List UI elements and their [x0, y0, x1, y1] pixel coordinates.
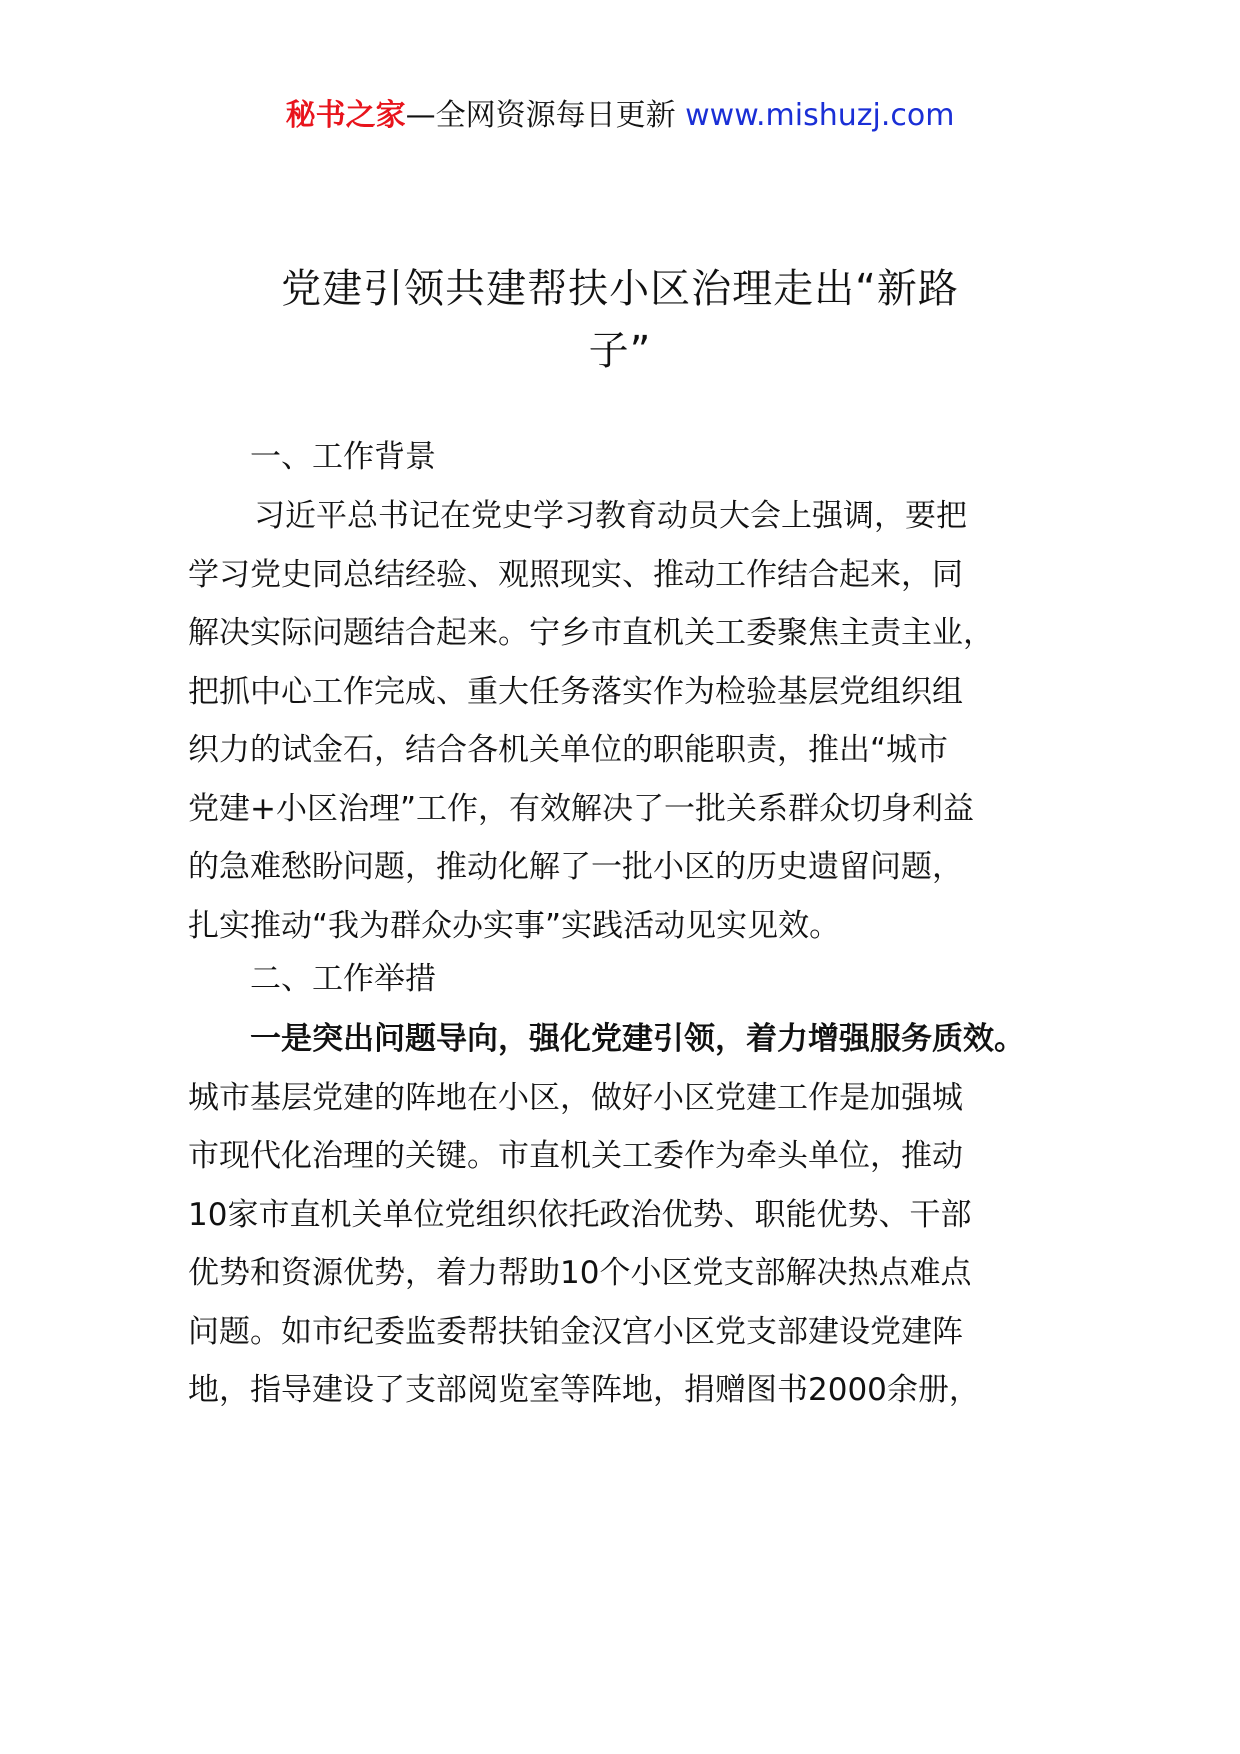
measure-lead-sentence: 一是突出问题导向，强化党建引领，着力增强服务质效。 — [250, 1021, 1025, 1057]
site-url-link[interactable]: www.mishuzj.com — [685, 98, 955, 133]
body-line: 的急难愁盼问题，推动化解了一批小区的历史遗留问题， — [188, 849, 963, 885]
body-line: 学习党史同总结经验、观照现实、推动工作结合起来，同 — [188, 556, 963, 593]
section-measures-body — [188, 1010, 1068, 1420]
site-header — [0, 96, 1240, 136]
section-heading-measures: 二、工作举措 — [250, 961, 436, 997]
title-line-1: 党建引领共建帮扶小区治理走出“新路 — [281, 266, 959, 312]
body-line: 10家市直机关单位党组织依托政治优势、职能优势、干部 — [188, 1196, 972, 1233]
title-line-2: 子” — [588, 328, 652, 374]
body-line: 党建+小区治理”工作，有效解决了一批关系群众切身利益 — [188, 790, 975, 827]
header-slogan: —全网资源每日更新 — [405, 98, 676, 133]
body-line: 优势和资源优势，着力帮助10个小区党支部解决热点难点 — [188, 1255, 972, 1291]
brand-name: 秘书之家 — [285, 98, 406, 133]
body-line: 把抓中心工作完成、重大任务落实作为检验基层党组织组 — [188, 673, 963, 710]
body-line: 解决实际问题结合起来。宁乡市直机关工委聚焦主责主业， — [188, 615, 994, 651]
section-background-body — [188, 487, 1068, 955]
body-line: 市现代化治理的关键。市直机关工委作为牵头单位，推动 — [188, 1138, 963, 1174]
body-line: 织力的试金石，结合各机关单位的职能职责，推出“城市 — [188, 732, 949, 768]
section-heading-background: 一、工作背景 — [250, 439, 436, 475]
body-line: 问题。如市纪委监委帮扶铂金汉宫小区党支部建设党建阵 — [188, 1313, 963, 1350]
body-line: 习近平总书记在党史学习教育动员大会上强调，要把 — [254, 498, 967, 534]
body-line: 地，指导建设了支部阅览室等阵地，捐赠图书2000余册， — [188, 1372, 980, 1408]
body-line: 城市基层党建的阵地在小区，做好小区党建工作是加强城 — [188, 1079, 963, 1116]
document-title — [200, 258, 1040, 382]
body-line: 扎实推动“我为群众办实事”实践活动见实见效。 — [188, 907, 841, 944]
